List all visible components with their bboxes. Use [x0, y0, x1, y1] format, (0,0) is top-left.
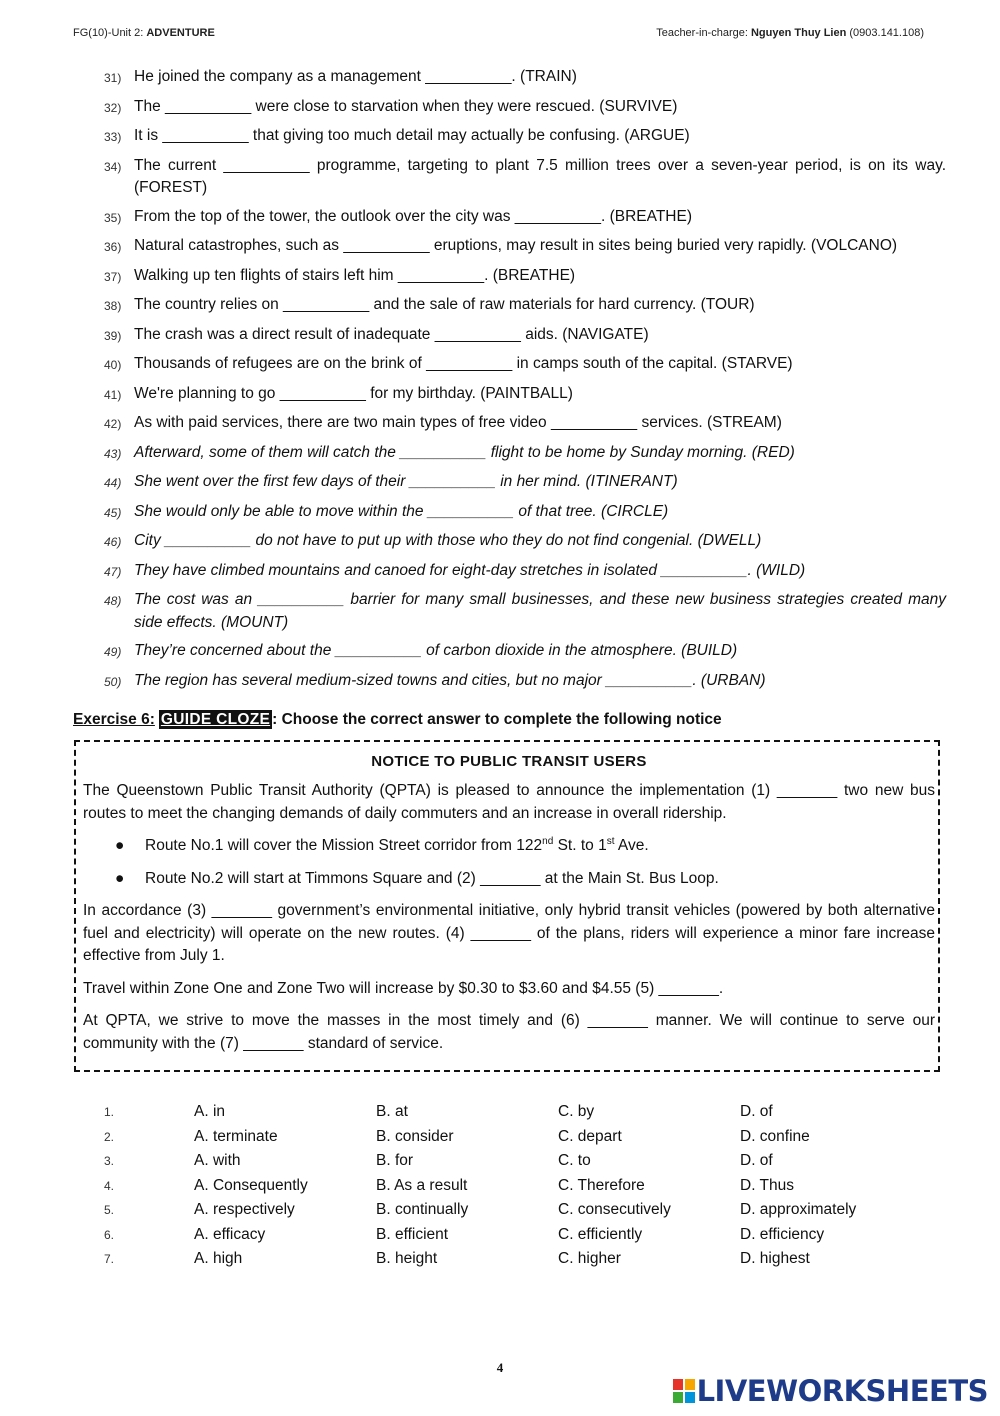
exercise-item: [104, 324, 946, 348]
item-number: 48): [104, 594, 122, 608]
answer-option-d[interactable]: D. of: [740, 1103, 773, 1120]
answer-option-d[interactable]: D. approximately: [740, 1201, 857, 1218]
notice-bullet-2: ● Route No.2 will start at Timmons Square and (2) _______ at the Main St. Bus Loop.: [115, 868, 935, 891]
guide-cloze-tag: GUIDE CLOZE: [160, 711, 271, 728]
item-number: 32): [104, 100, 122, 115]
exercise-item: [104, 235, 946, 259]
answer-row: [104, 1100, 964, 1125]
item-number: 33): [104, 130, 122, 144]
exercise-item: [104, 560, 946, 584]
answer-number: 7.: [104, 1252, 115, 1266]
answer-number: 6.: [104, 1227, 115, 1242]
item-number: 42): [104, 417, 122, 431]
answer-option-a[interactable]: A. with: [194, 1152, 241, 1169]
item-text: City __________ do not have to put up with those who they do not find congenial. (DWELL): [134, 532, 762, 549]
exercise-item: [104, 383, 946, 407]
answer-option-d[interactable]: D. of: [740, 1152, 773, 1169]
item-text: Walking up ten flights of stairs left him __________. (BREATHE): [134, 266, 576, 284]
answer-option-c[interactable]: C. higher: [558, 1250, 621, 1267]
item-number: 43): [104, 446, 122, 461]
logo-square: [673, 1379, 683, 1390]
answer-option-a[interactable]: A. respectively: [194, 1201, 295, 1218]
exercise-item: [104, 442, 946, 466]
answer-option-b[interactable]: B. at: [376, 1103, 408, 1120]
answer-option-c[interactable]: C. efficiently: [558, 1225, 643, 1243]
answer-option-a[interactable]: A. terminate: [194, 1127, 278, 1145]
item-number: 37): [104, 269, 122, 284]
item-text: The current __________ programme, targeting to plant 7.5 million trees over a seven-year period, is on its way. (FOREST): [134, 156, 946, 196]
exercise-item: [104, 265, 946, 289]
answer-option-a[interactable]: A. Consequently: [194, 1176, 308, 1194]
answer-options: [104, 1100, 964, 1272]
bullet-icon: ●: [115, 837, 125, 854]
item-text: He joined the company as a management __________. (TRAIN): [134, 68, 577, 85]
item-text: She would only be able to move within the __________ of that tree. (CIRCLE): [134, 502, 669, 520]
bullet-icon: ●: [115, 869, 125, 887]
answer-option-c[interactable]: C. depart: [558, 1127, 622, 1145]
answer-option-b[interactable]: B. As a result: [376, 1176, 468, 1194]
answer-option-a[interactable]: A. efficacy: [194, 1225, 266, 1243]
logo-square: [685, 1379, 695, 1390]
exercise-item: [104, 96, 946, 120]
answer-number: 5.: [104, 1203, 115, 1217]
answer-option-b[interactable]: B. for: [376, 1152, 414, 1169]
notice-paragraph-3: Travel within Zone One and Zone Two will increase by $0.30 to $3.60 and $4.55 (5) _______.: [83, 979, 724, 997]
logo-icon: [673, 1379, 695, 1403]
item-text: The region has several medium-sized towns and cities, but no major __________. (URBAN): [134, 671, 766, 689]
answer-option-d[interactable]: D. highest: [740, 1250, 810, 1267]
brand-wordmark: LIVEWORKSHEETS: [696, 1374, 988, 1408]
answer-option-b[interactable]: B. height: [376, 1250, 438, 1267]
item-number: 34): [104, 159, 122, 174]
exercise-item: [104, 471, 946, 495]
answer-option-c[interactable]: C. consecutively: [558, 1201, 671, 1218]
item-number: 45): [104, 505, 122, 520]
item-number: 44): [104, 476, 122, 490]
item-number: 46): [104, 535, 122, 549]
exercise5-list: [104, 66, 946, 693]
exercise-item: [104, 206, 946, 230]
notice-paragraph-1: The Queenstown Public Transit Authority (QPTA) is pleased to announce the implementation (1) _______ two new bus routes to meet the changing demands of daily commuters and an increase in overall ridership.: [83, 782, 935, 822]
answer-option-d[interactable]: D. efficiency: [740, 1225, 825, 1243]
item-number: 41): [104, 387, 122, 402]
answer-option-d[interactable]: D. confine: [740, 1127, 810, 1145]
exercise-item: [104, 353, 946, 377]
answer-option-b[interactable]: B. efficient: [376, 1225, 449, 1243]
item-text: They’re concerned about the __________ of carbon dioxide in the atmosphere. (BUILD): [134, 642, 738, 659]
item-number: 49): [104, 645, 122, 659]
item-number: 38): [104, 299, 122, 313]
answer-option-b[interactable]: B. continually: [376, 1201, 469, 1218]
answer-option-a[interactable]: A. in: [194, 1103, 226, 1120]
item-text: She went over the first few days of their __________ in her mind. (ITINERANT): [134, 473, 678, 490]
answer-number: 4.: [104, 1178, 115, 1193]
exercise-item: [104, 589, 946, 634]
exercise-item: [104, 640, 946, 664]
exercise-item: [104, 530, 946, 554]
answer-option-d[interactable]: D. Thus: [740, 1176, 794, 1194]
item-text: The __________ were close to starvation when they were rescued. (SURVIVE): [134, 97, 678, 115]
exercise-item: [104, 412, 946, 436]
notice-box: [74, 740, 940, 1072]
exercise-item: [104, 670, 946, 694]
item-text: Natural catastrophes, such as __________ eruptions, may result in sites being buried very rapidly. (VOLCANO): [134, 237, 898, 254]
exercise-item: [104, 155, 946, 200]
exercise6-title: Exercise 6: GUIDE CLOZE : Choose the correct answer to complete the following notice: [73, 711, 722, 728]
header-right: Teacher-in-charge: Nguyen Thuy Lien (0903.141.108): [656, 27, 924, 39]
notice-paragraph-4: At QPTA, we strive to move the masses in the most timely and (6) _______ manner. We will continue to serve our community with the (7) _______ standard of service.: [83, 1012, 935, 1052]
item-text: Thousands of refugees are on the brink of __________ in camps south of the capital. (STARVE): [134, 355, 793, 372]
answer-row: [104, 1198, 964, 1223]
logo-square: [685, 1392, 695, 1403]
item-text: As with paid services, there are two main types of free video __________ services. (STREAM): [134, 414, 782, 431]
item-number: 47): [104, 564, 122, 579]
item-text: From the top of the tower, the outlook over the city was __________. (BREATHE): [134, 207, 692, 225]
answer-row: [104, 1149, 964, 1174]
notice-bullet-1: ● Route No.1 will cover the Mission Street corridor from 122nd St. to 1st Ave.: [115, 835, 935, 858]
logo-square: [673, 1392, 683, 1403]
item-text: The country relies on __________ and the sale of raw materials for hard currency. (TOUR): [134, 296, 755, 313]
answer-option-a[interactable]: A. high: [194, 1250, 243, 1267]
exercise-item: [104, 294, 946, 318]
item-number: 39): [104, 328, 122, 343]
header-left: FG(10)-Unit 2: ADVENTURE: [73, 27, 215, 39]
answer-number: 1.: [104, 1105, 115, 1119]
item-number: 31): [104, 71, 122, 85]
answer-option-c[interactable]: C. Therefore: [558, 1176, 645, 1194]
exercise-item: [104, 66, 946, 90]
answer-row: [104, 1125, 964, 1150]
exercise-item: [104, 125, 946, 149]
item-number: 35): [104, 210, 122, 225]
item-number: 50): [104, 674, 122, 689]
item-text: The crash was a direct result of inadequate __________ aids. (NAVIGATE): [134, 325, 649, 343]
item-text: It is __________ that giving too much detail may actually be confusing. (ARGUE): [134, 127, 690, 144]
answer-option-c[interactable]: C. to: [558, 1152, 591, 1169]
item-text: Afterward, some of them will catch the __________ flight to be home by Sunday morning. (RED): [134, 443, 795, 461]
answer-row: [104, 1174, 964, 1199]
item-number: 36): [104, 240, 122, 254]
answer-row: [104, 1223, 964, 1248]
item-text: The cost was an __________ barrier for many small businesses, and these new business strategies created many side effects. (MOUNT): [134, 591, 946, 631]
answer-option-c[interactable]: C. by: [558, 1103, 595, 1120]
answer-number: 2.: [104, 1129, 115, 1144]
item-text: They have climbed mountains and canoed for eight-day stretches in isolated __________. (WILD): [134, 561, 806, 579]
notice-paragraph-2: In accordance (3) _______ government’s environmental initiative, only hybrid transit vehicles (powered by both alternative fuel and electricity) will operate on the new routes. (4) _______ of the plans, riders will experience a minor fare increase effective from July 1.: [83, 902, 935, 964]
page-number: 4: [496, 1360, 504, 1375]
notice-title: NOTICE TO PUBLIC TRANSIT USERS: [371, 753, 647, 770]
answer-number: 3.: [104, 1154, 115, 1168]
answer-row: [104, 1247, 964, 1272]
exercise-item: [104, 501, 946, 525]
item-number: 40): [104, 358, 122, 372]
item-text: We're planning to go __________ for my birthday. (PAINTBALL): [134, 384, 573, 402]
answer-option-b[interactable]: B. consider: [376, 1127, 454, 1145]
liveworksheets-logo: [673, 1374, 988, 1408]
